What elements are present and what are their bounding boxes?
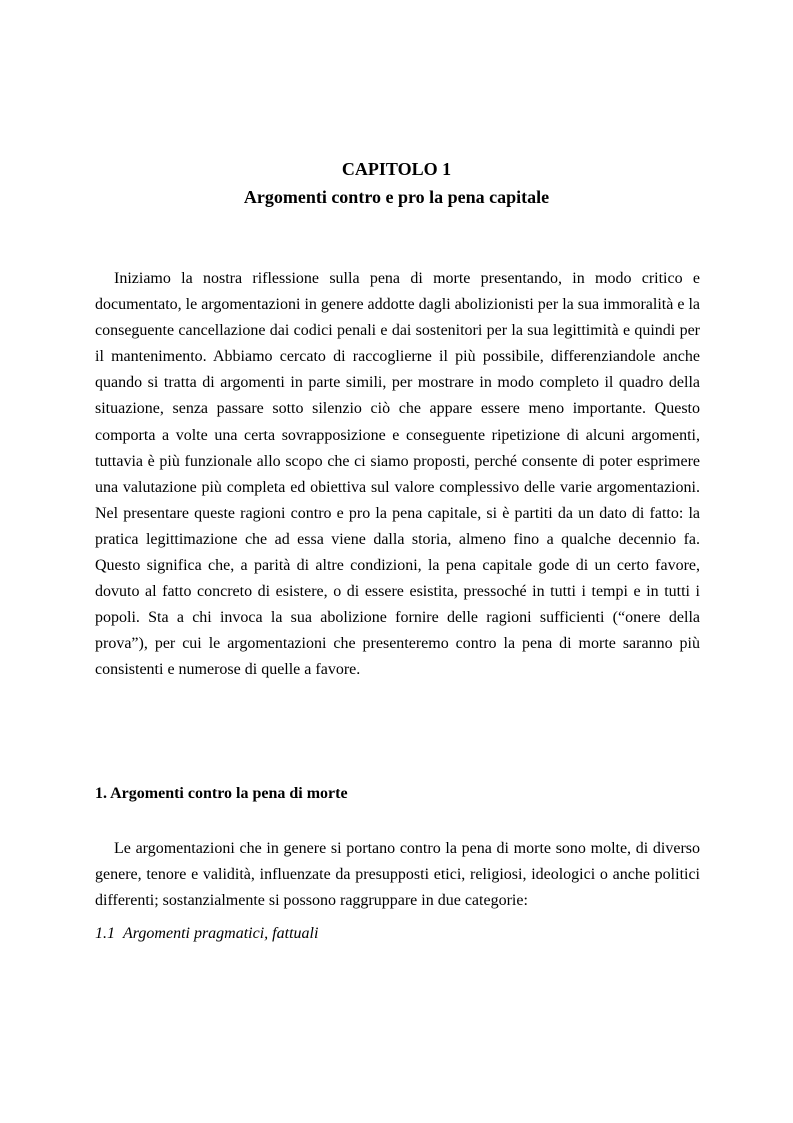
section-paragraph: Le argomentazioni che in genere si portano contro la pena di morte sono molte, di diverso genere, tenore e validità, influenzate da presupposti etici, religiosi, ideologici o anche politici differenti; sostanzialmente si possono raggruppare in due categorie: — [95, 840, 700, 910]
section-heading: 1. Argomenti contro la pena di morte — [95, 785, 348, 802]
chapter-title: Argomenti contro e pro la pena capitale — [243, 187, 550, 207]
subsection-heading — [95, 921, 318, 947]
intro-paragraph: Iniziamo la nostra riflessione sulla pena di morte presentando, in modo critico e documentato, le argomentazioni in genere addotte dagli abolizionisti per la sua immoralità e la conseguente cancellazione dai codici penali e dai sostenitori per la sua legittimità e quindi per il mantenimento. Abbiamo cercato di raccoglierne il più possibile, differenziandole anche quando si tratta di argomenti in parte simili, per mostrare in modo completo il quadro della situazione, senza passare sotto silenzio ciò che appare essere meno importante. Questo comporta a volte una certa sovrapposizione e conseguente ripetizione di alcuni argomenti, tuttavia è più funzionale allo scopo che ci siamo proposti, perché consente di poter esprimere una valutazione più completa ed obiettiva sul valore complessivo delle varie argomentazioni. Nel presentare queste ragioni contro e pro la pena capitale, si è partiti da un dato di fatto: la pratica legittimazione che ad essa viene dalla storia, almeno fino a qualche decennio fa. Questo significa che, a parità di altre condizioni, la pena capitale gode di un certo favore, dovuto al fatto concreto di esistere, o di essere esistita, pressoché in tutti i tempi e in tutti i popoli. Sta a chi invoca la sua abolizione fornire delle ragioni sufficienti (“onere della prova”), per cui le argomentazioni che presenteremo contro la pena di morte saranno più consistenti e numerose di quelle a favore. — [95, 270, 700, 679]
subsection-title: Argomenti pragmatici, fattuali — [123, 925, 319, 942]
chapter-number: CAPITOLO 1 — [341, 159, 452, 179]
subsection-number: 1.1 — [95, 925, 115, 942]
